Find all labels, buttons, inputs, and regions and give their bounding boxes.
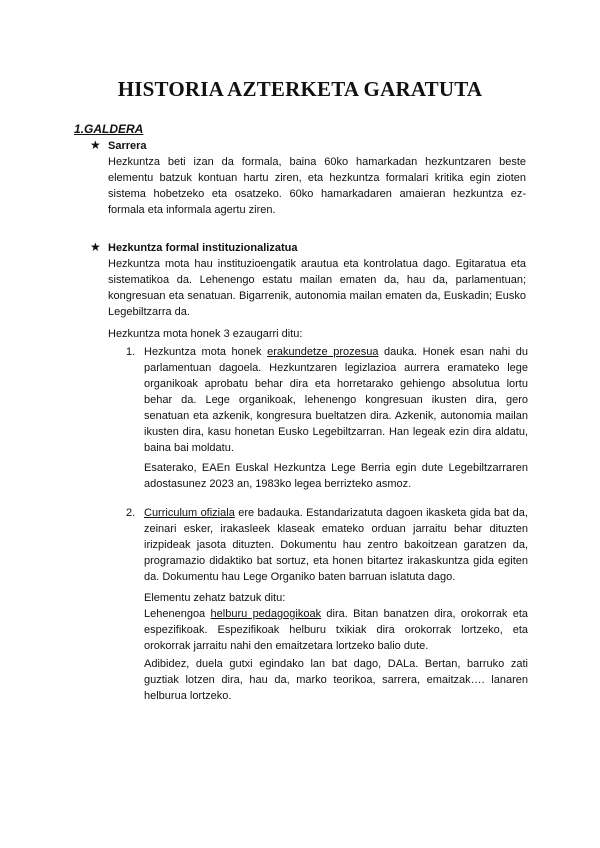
list-number: 1. [126,346,136,358]
elements-text-rest: dira. Bitan banatzen dira, orokorrak eta espezifikoak. Espezifikoak helburu txikiak dira orokorrak lortzeko, eta orokorrak jarraitu nahi den emaitzetara lortzeko balio dute. [144,608,528,652]
elements-term: helburu pedagogikoak [210,608,322,620]
elements-intro: Elementu zehatz batzuk ditu: [144,592,286,604]
elements-text-start: Lehenengoa [144,608,211,620]
star-bullet-icon: ★ [90,240,101,254]
item1-text-rest: dauka. Honek esan nahi du parlamentuan dagoela. Hezkuntzaren legizlazioa aurrera eramateko lege organikoak aprobatu behar dira eta horretarako gehiengo absolutua lortu behar da. Lege organikoak, lehenengo kongresuan ikusten dira, gero senatuan eta azkenik, kongresura bueltatzen dira. Azkenik, autonomia mailan ikusten dira, kasu honetan Eusko Legebiltzarran. Han legeak ezin dira aldatu, baina bai moldatu. [144,346,528,454]
formal-paragraph: Hezkuntza mota hau instituzioengatik arautua eta kontrolatua dago. Egitaratua eta sistematikoa da. Lehenengo estatu mailan ematen da, hau da, parlamentuan; kongresuan eta senatuan. Bigarrenik, autonomia mailan ematen da, Euskadin; Eusko Legebiltzarra da. [108,258,526,318]
list-number: 2. [126,507,136,519]
formal-heading: Hezkuntza formal instituzionalizatua [108,242,298,254]
list-item-2 [144,505,528,585]
list-item-1 [144,344,528,456]
document-title: HISTORIA AZTERKETA GARATUTA [117,77,483,101]
item2-text-rest: ere badauka. Estandarizatuta dagoen ikasketa gida bat da, zeinari esker, irakasleek klaseak emateko orduan jarraitu behar dituzten irizpideak jasota dituzten. Dokumentu hau zentro bakoitzean garatzen da, programazio didaktiko bat sortuz, eta honen bitartez irakaskuntza gida egiten da. Dokumentu hau Lege Organiko baten barruan islatuta dago. [144,507,528,583]
section-heading: 1.GALDERA [74,122,144,136]
star-bullet-icon: ★ [90,138,101,152]
item1-term: erakundetze prozesua [267,346,379,358]
sarrera-paragraph: Hezkuntza beti izan da formala, baina 60ko hamarkadan hezkuntzaren beste elementu batzuk kontuan hartu ziren, eta hezkuntza formalari kritika egin zioten sistema hobetzeko eta osatzeko. 60ko hamarkadaren amaieran hezkuntza ez-formala eta informala agertu ziren. [108,156,526,216]
characteristics-intro: Hezkuntza mota honek 3 ezaugarri ditu: [108,328,303,340]
item1-example: Esaterako, EAEn Euskal Hezkuntza Lege Berria egin dute Legebiltzarraren adostasunez 2023 an, 1983ko legea berrizteko asmoz. [144,462,528,490]
item1-text-start: Hezkuntza mota honek [144,346,268,358]
elements-paragraph [144,606,528,654]
item2-term: Curriculum ofiziala [144,507,235,519]
item2-example: Adibidez, duela gutxi egindako lan bat dago, DALa. Bertan, barruko zati guztiak lotzen dira, hau da, marko teorikoa, sarrera, emaitzak…. lanaren helburua lortzeko. [144,658,528,702]
sarrera-heading: Sarrera [108,140,147,152]
